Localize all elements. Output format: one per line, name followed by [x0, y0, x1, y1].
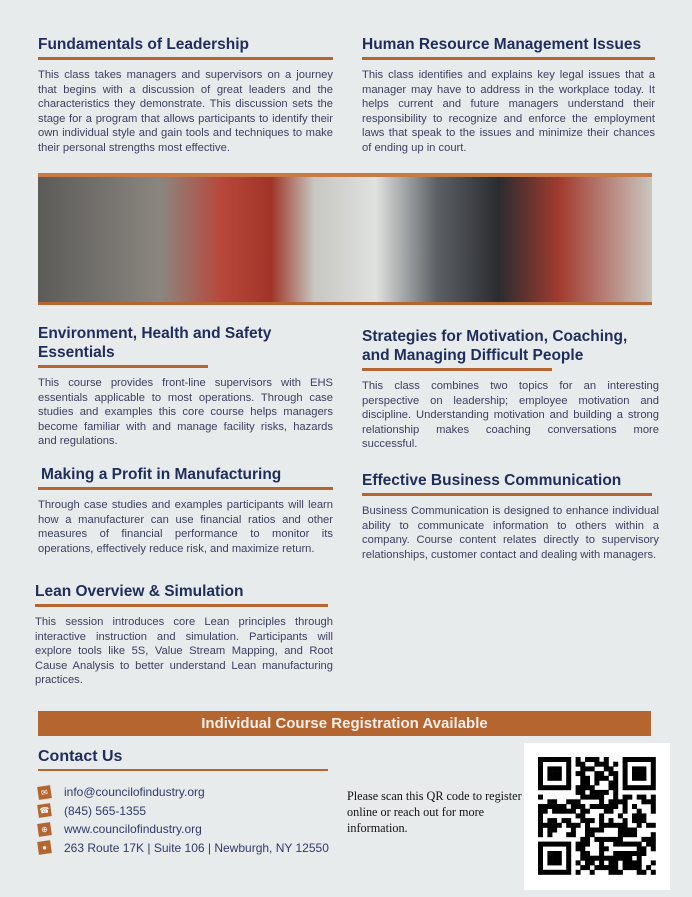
section-body: This session introduces core Lean principles through interactive instruction and simulation. Participants will explore tools like 5S, Value Stream Mapping, and Root Cause Analysis to better understand Lean manufacturing practices. [35, 616, 333, 686]
divider [362, 57, 655, 60]
training-photo [38, 173, 652, 305]
section-body: This class takes managers and supervisors on a journey that begins with a discussion of great leaders and the characteristics they demonstrate. This discussion sets the stage for a program that allows participants to identify their own individual style and gain tools and techniques to make their personal strengths most effective. [38, 69, 333, 154]
section-communication [362, 471, 659, 562]
location-icon: ● [37, 840, 52, 855]
divider [35, 604, 328, 607]
section-title: Environment, Health and Safety Essentials [38, 325, 272, 361]
divider [362, 493, 652, 496]
section-body: This class identifies and explains key legal issues that a manager may have to address in the workplace today. It helps current and future managers understand their responsibility to recognize and enforce the employment laws that speak to the issues and minimize their chances of ending up in court. [362, 69, 655, 154]
contact-email[interactable]: ✉ info@councilofindustry.org [38, 783, 338, 802]
section-motivation [362, 327, 659, 452]
divider [38, 487, 333, 490]
divider [38, 57, 333, 60]
section-lean [35, 582, 333, 688]
contact-address: ● 263 Route 17K | Suite 106 | Newburgh, NY 12550 [38, 839, 338, 858]
section-profit [38, 465, 333, 556]
section-title: Human Resource Management Issues [362, 36, 642, 53]
contact-title: Contact Us [38, 748, 123, 765]
section-body: Business Communication is designed to enhance individual ability to communicate information to others within a company. Course content relates directly to supervisory relationships, customer contact and dealing with managers. [362, 505, 659, 561]
divider [38, 365, 208, 368]
globe-icon: ⊕ [37, 822, 52, 837]
divider [362, 368, 552, 371]
section-leadership [38, 35, 333, 155]
section-title: Strategies for Motivation, Coaching, and Managing Difficult People [362, 328, 628, 364]
divider [38, 769, 328, 771]
qr-instructions: Please scan this QR code to register online or reach out for more information. [347, 789, 522, 835]
section-body: Through case studies and examples participants will learn how a manufacturer can use financial ratios and other measures of financial performance to monitor its operations, effectively reduce risk, and maximize return. [38, 499, 333, 555]
section-title: Fundamentals of Leadership [38, 36, 250, 53]
qr-code[interactable] [524, 743, 670, 890]
section-title: Lean Overview & Simulation [35, 583, 244, 600]
phone-icon: ☎ [37, 803, 52, 818]
section-title: Effective Business Communication [362, 472, 622, 489]
section-hr [362, 35, 655, 155]
section-title: Making a Profit in Manufacturing [41, 466, 282, 483]
qr-code-graphic [524, 743, 670, 890]
contact-website[interactable]: ⊕ www.councilofindustry.org [38, 820, 338, 839]
section-ehs [38, 324, 333, 449]
email-icon: ✉ [37, 785, 52, 800]
contact-phone[interactable]: ☎ (845) 565-1355 [38, 803, 147, 818]
contact-section [38, 747, 338, 857]
section-body: This class combines two topics for an interesting perspective on leadership; employee motivation and discipline. Understanding motivation and building a strong relationship makes coaching conversations more successful. [362, 380, 659, 450]
section-body: This course provides front-line supervisors with EHS essentials applicable to most operations. Through case studies and examples this core course helps managers become familiar with and manage facility risks, hazards and regulations. [38, 377, 333, 447]
registration-banner: Individual Course Registration Available [38, 711, 651, 736]
